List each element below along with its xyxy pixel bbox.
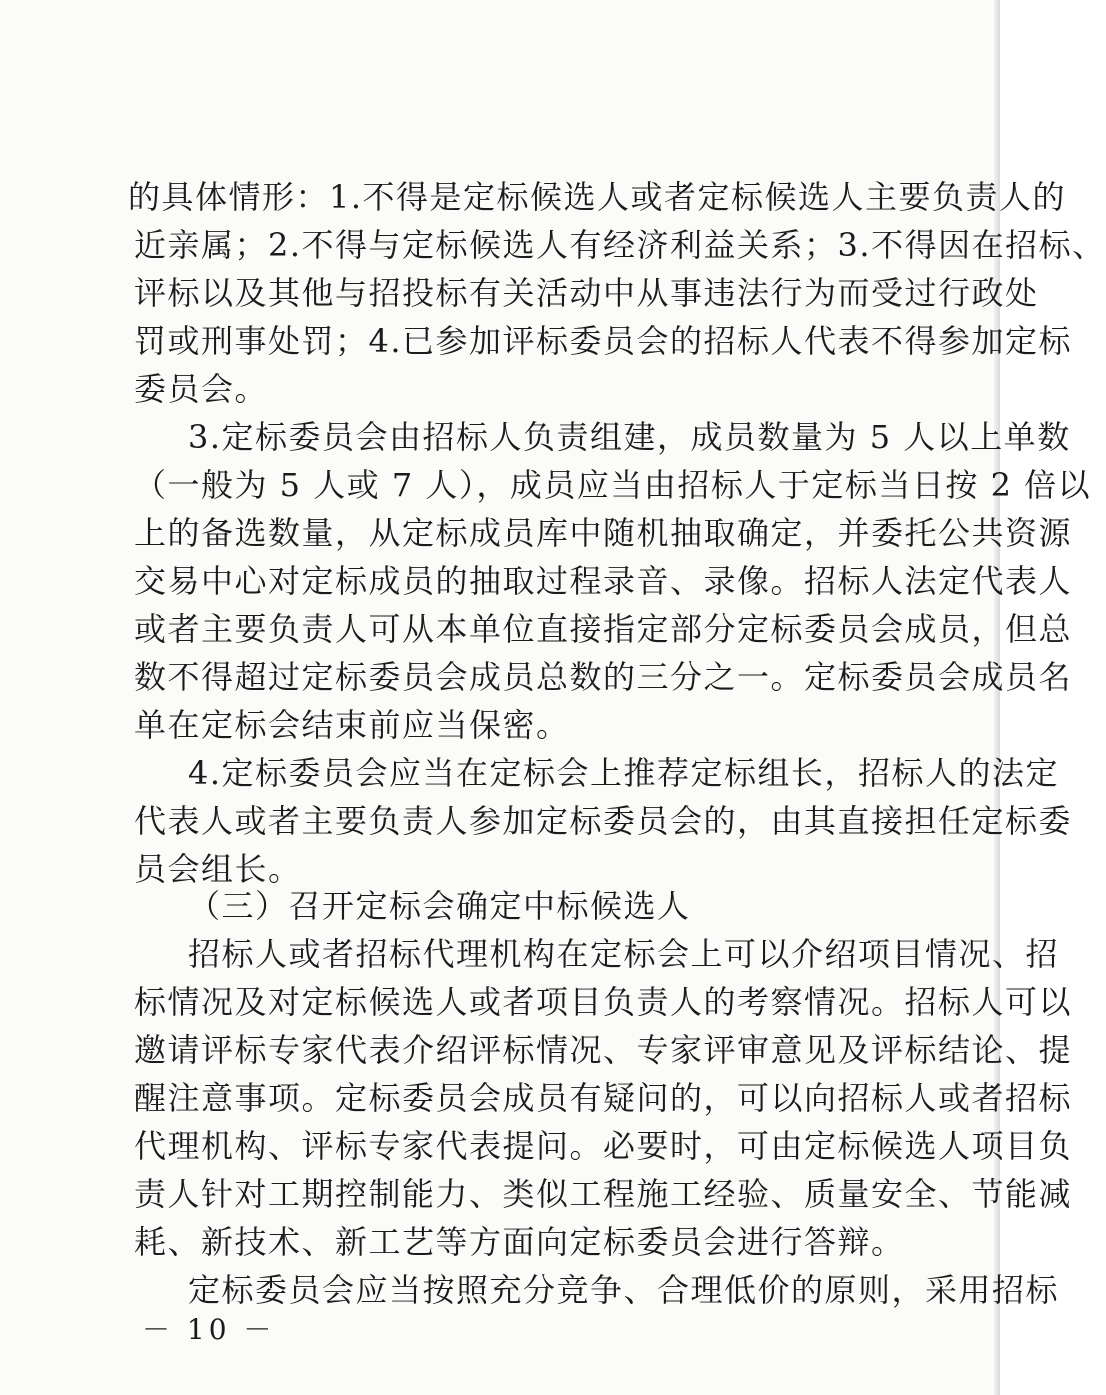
text-line: 招标人或者招标代理机构在定标会上可以介绍项目情况、招 xyxy=(188,935,1060,973)
text-line: 标情况及对定标候选人或者项目负责人的考察情况。招标人可以 xyxy=(134,983,1073,1021)
text-line: 评标以及其他与招投标有关活动中从事违法行为而受过行政处 xyxy=(134,274,1039,312)
text-line: 数不得超过定标委员会成员总数的三分之一。定标委员会成员名 xyxy=(134,658,1073,696)
text-line: 定标委员会应当按照充分竞争、合理低价的原则，采用招标 xyxy=(188,1271,1060,1309)
text-line: 代表人或者主要负责人参加定标委员会的，由其直接担任定标委 xyxy=(134,802,1073,840)
text-line: 代理机构、评标专家代表提问。必要时，可由定标候选人项目负 xyxy=(134,1127,1073,1165)
text-line: 员会组长。 xyxy=(134,850,302,888)
text-line: 委员会。 xyxy=(134,370,269,408)
section-heading: （三）召开定标会确定中标候选人 xyxy=(188,887,691,925)
text-line: 3.定标委员会由招标人负责组建，成员数量为 5 人以上单数 xyxy=(188,418,1071,456)
page-number: － 10 － xyxy=(142,1313,276,1346)
text-line: 4.定标委员会应当在定标会上推荐定标组长，招标人的法定 xyxy=(188,754,1060,792)
text-line: 近亲属；2.不得与定标候选人有经济利益关系；3.不得因在招标、 xyxy=(134,226,1106,264)
text-line: 醒注意事项。定标委员会成员有疑问的，可以向招标人或者招标 xyxy=(134,1079,1073,1117)
text-line: 上的备选数量，从定标成员库中随机抽取确定，并委托公共资源 xyxy=(134,514,1073,552)
text-line: 责人针对工期控制能力、类似工程施工经验、质量安全、节能减 xyxy=(134,1175,1073,1213)
text-line: 或者主要负责人可从本单位直接指定部分定标委员会成员，但总 xyxy=(134,610,1073,648)
text-line: 的具体情形：1.不得是定标候选人或者定标候选人主要负责人的 xyxy=(128,178,1067,216)
text-line: （一般为 5 人或 7 人），成员应当由招标人于定标当日按 2 倍以 xyxy=(134,466,1092,504)
text-line: 罚或刑事处罚；4.已参加评标委员会的招标人代表不得参加定标 xyxy=(134,322,1073,360)
text-line: 耗、新技术、新工艺等方面向定标委员会进行答辩。 xyxy=(134,1223,905,1261)
text-line: 交易中心对定标成员的抽取过程录音、录像。招标人法定代表人 xyxy=(134,562,1073,600)
text-line: 单在定标会结束前应当保密。 xyxy=(134,706,570,744)
text-line: 邀请评标专家代表介绍评标情况、专家评审意见及评标结论、提 xyxy=(134,1031,1073,1069)
